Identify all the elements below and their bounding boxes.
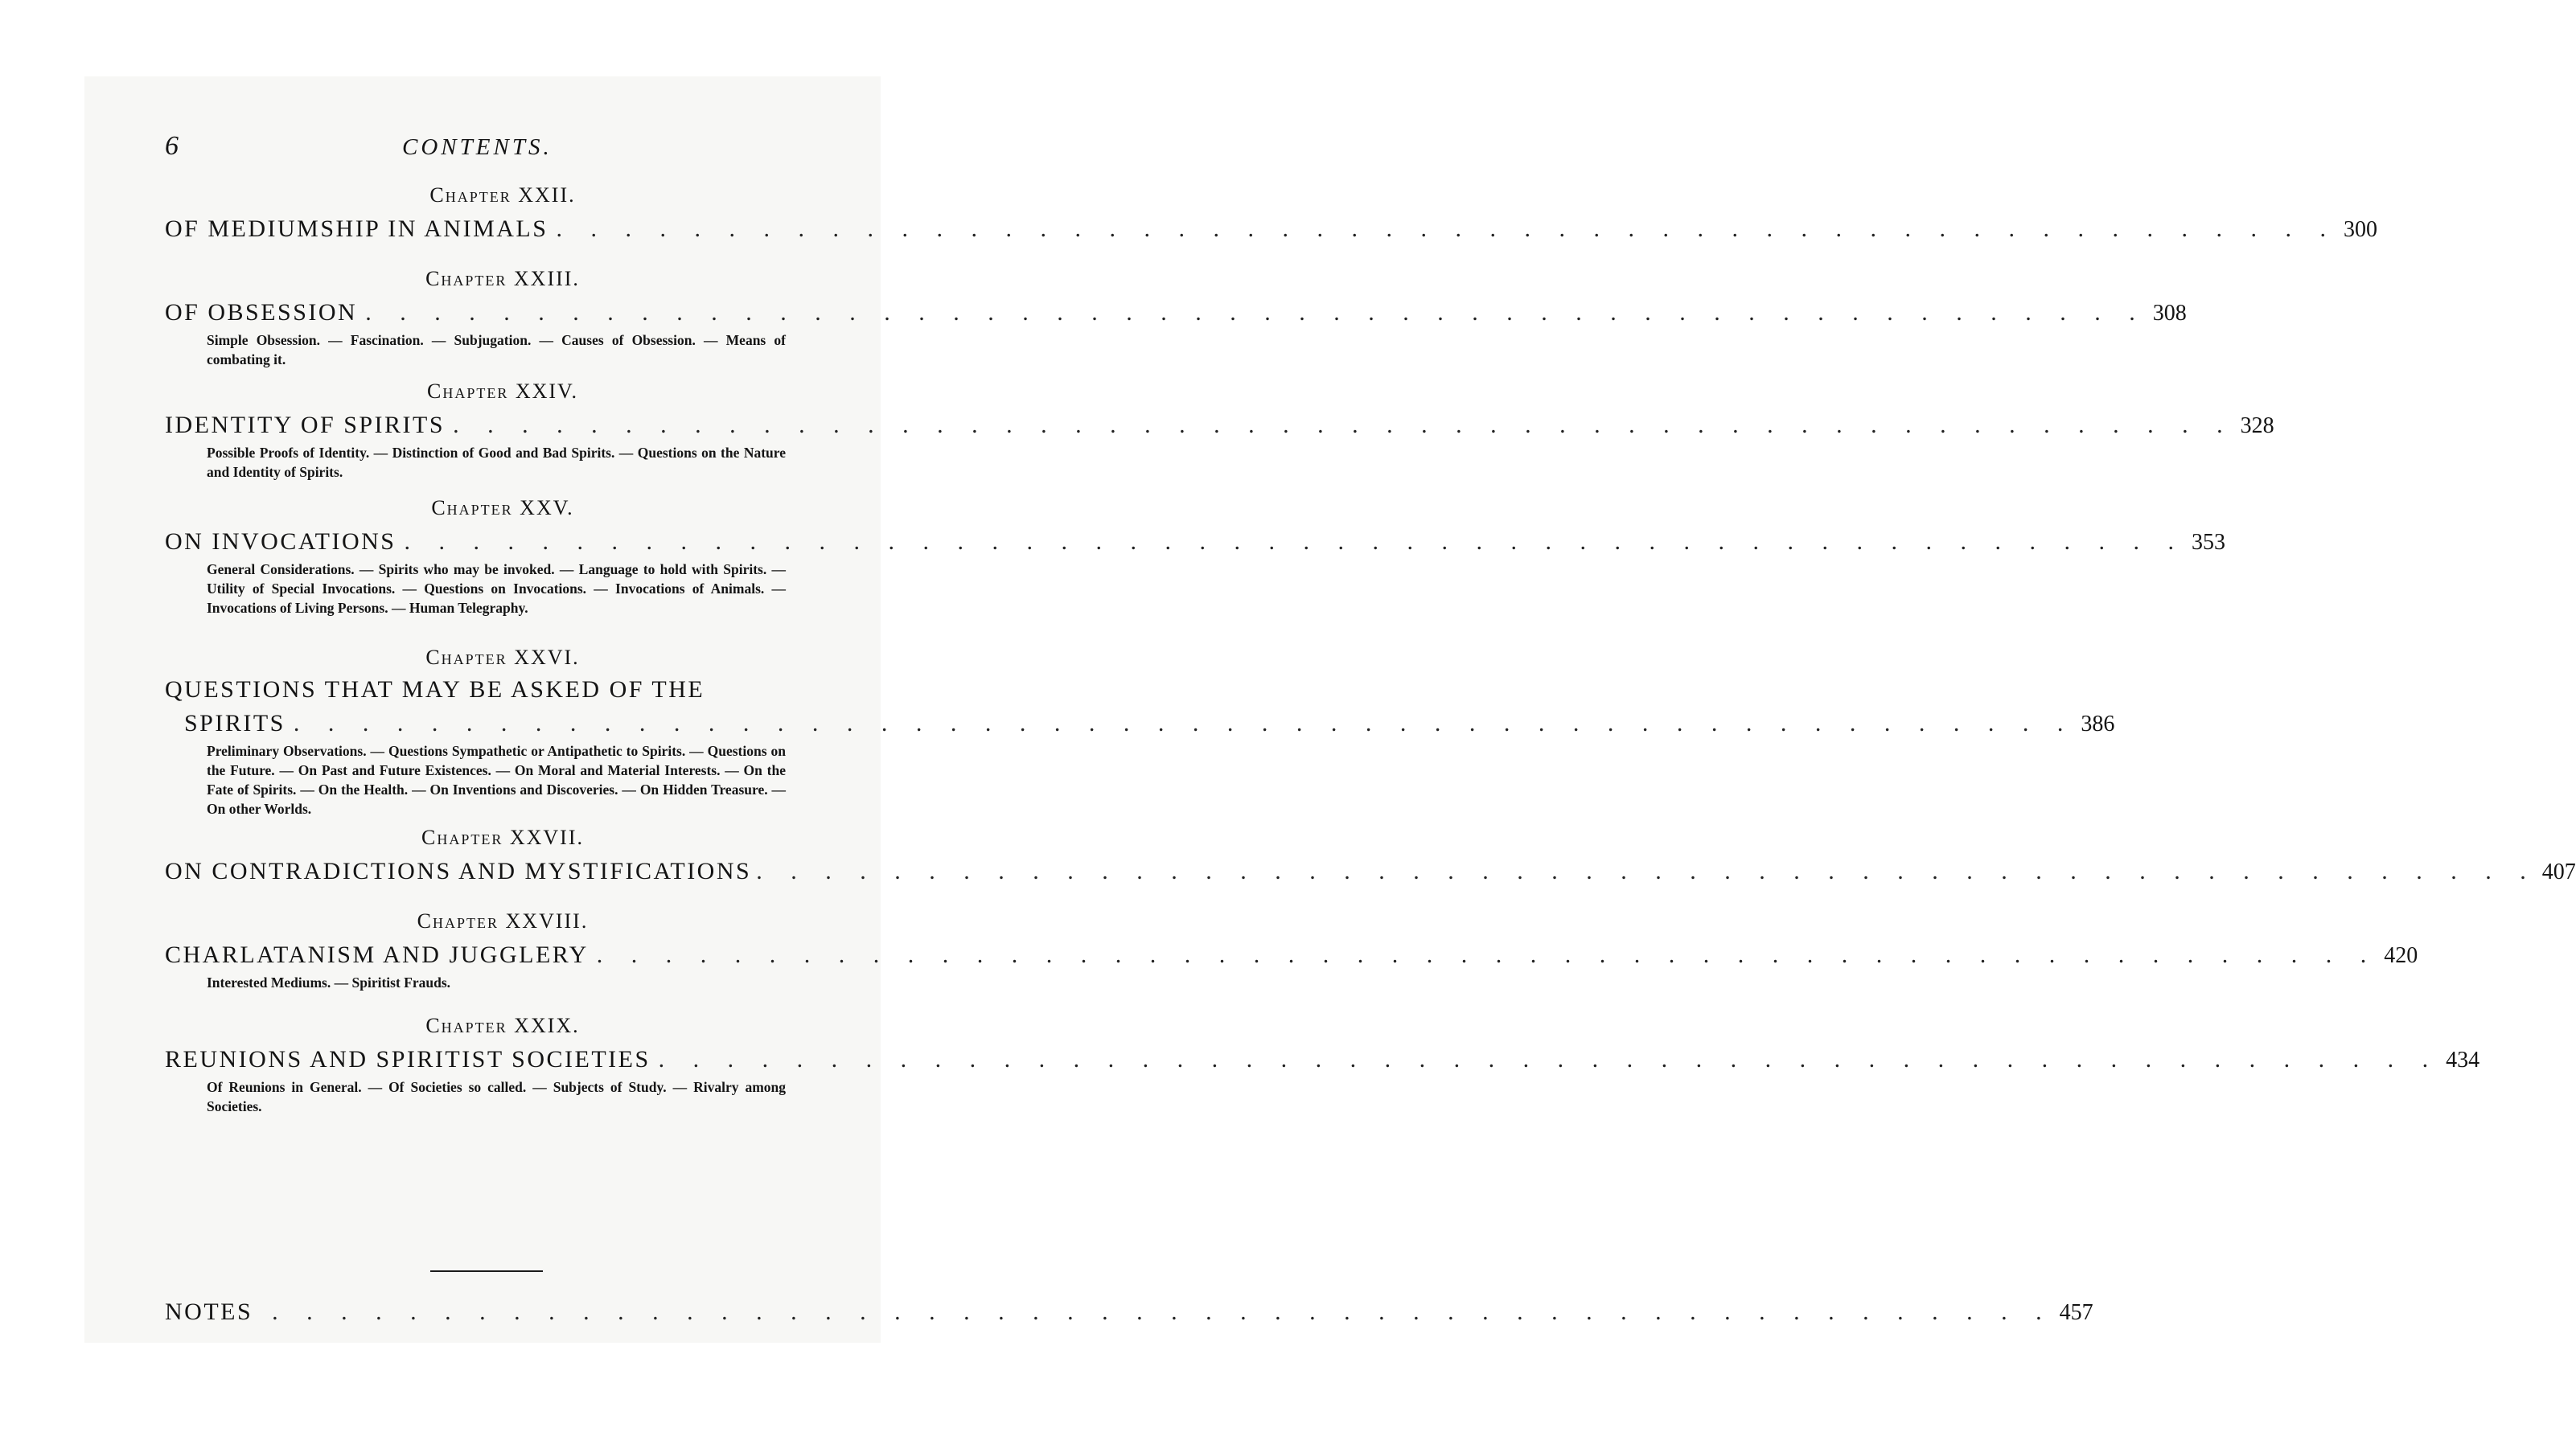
page-reference: 328 (2240, 413, 2274, 438)
chapter-summary: Interested Mediums. — Spiritist Frauds. (207, 974, 451, 991)
chapter-title: REUNIONS AND SPIRITIST SOCIETIES (165, 1046, 651, 1073)
toc-title-row[interactable] (165, 211, 2377, 247)
page-reference: 457 (2059, 1300, 2093, 1325)
page-reference: 420 (2384, 943, 2418, 968)
toc-entry (165, 492, 2225, 617)
chapter-title: OF OBSESSION (165, 299, 358, 326)
chapter-heading: Chapter XXVII. (421, 826, 584, 849)
toc-title-row[interactable] (165, 1042, 2480, 1077)
toc-title-row[interactable] (165, 408, 2274, 443)
dot-leader: . . . . . . . . . . . . . . . . . . . . . . . . . . . . . . . . . . . . . . . . . . . . . . . . . . . . (365, 299, 2147, 326)
page-header (165, 131, 816, 170)
toc-title-row[interactable] (165, 1294, 2093, 1330)
chapter-title: ON CONTRADICTIONS AND MYSTIFICATIONS (165, 858, 752, 884)
page-reference: 407 (2541, 860, 2576, 884)
chapter-title: CHARLATANISM AND JUGGLERY (165, 942, 589, 968)
running-title: CONTENTS. (402, 134, 553, 160)
chapter-summary: Simple Obsession. — Fascination. — Subjugation. — Causes of Obsession. — Means of combating it. (207, 332, 786, 367)
chapter-heading: Chapter XXV. (431, 496, 574, 519)
chapter-heading: Chapter XXIV. (427, 380, 578, 403)
chapter-heading: Chapter XXIII. (425, 267, 580, 290)
page-number: 6 (165, 131, 179, 161)
toc-title-row[interactable] (165, 854, 2576, 889)
toc-entry (165, 375, 2274, 482)
dot-leader: . . . . . . . . . . . . . . . . . . . . . . . . . . . . . . . . . . . . . . . . . . . . . . . . . . . . (756, 858, 2537, 884)
page-reference: 308 (2152, 301, 2187, 326)
chapter-title: SPIRITS (184, 710, 286, 736)
chapter-summary: Preliminary Observations. — Questions Sympathetic or Antipathetic to Spirits. — Questions on the Future. — On Past and Future Existences. — On Moral and Material Interests. — On the Fate of Spirits. — On the Health. — On Inventions and Discoveries. — On Hidden Treasure. — On other Worlds. (207, 743, 786, 817)
toc-entry (165, 905, 2418, 992)
toc-title-row[interactable] (165, 938, 2418, 973)
chapter-summary: Possible Proofs of Identity. — Distinction of Good and Bad Spirits. — Questions on the Nature and Identity of Spirits. (207, 445, 786, 480)
chapter-heading: Chapter XXVI. (425, 646, 580, 669)
dot-leader: . . . . . . . . . . . . . . . . . . . . . . . . . . . . . . . . . . . . . . . . . . . . . . . . . . . . (293, 710, 2075, 736)
chapter-title: IDENTITY OF SPIRITS (165, 412, 446, 438)
chapter-heading: Chapter XXIX. (425, 1014, 580, 1037)
chapter-summary: Of Reunions in General. — Of Societies so called. — Subjects of Study. — Rivalry among Societies. (207, 1079, 786, 1114)
page-reference: 386 (2081, 712, 2115, 736)
chapter-summary: General Considerations. — Spirits who may be invoked. — Language to hold with Spirits. — Utility of Special Invocations. — Questions on Invocations. — Invocations of Animals. — Invocations of Living Persons. — Human Telegraphy. (207, 561, 786, 616)
chapter-heading: Chapter XXII. (429, 183, 576, 207)
chapter-title-line[interactable]: QUESTIONS THAT MAY BE ASKED OF THE (165, 676, 705, 703)
chapter-heading: Chapter XXVIII. (417, 909, 589, 933)
page-reference: 300 (2343, 217, 2377, 242)
page-reference: 353 (2192, 530, 2225, 555)
toc-entry (165, 263, 2187, 369)
dot-leader: . . . . . . . . . . . . . . . . . . . . . . . . . . . . . . . . . . . . . . . . . . . . . . . . . . . . (453, 412, 2234, 438)
toc-entry (165, 179, 2377, 247)
dot-leader: . . . . . . . . . . . . . . . . . . . . . . . . . . . . . . . . . . . . . . . . . . . . . . . . . . . . (404, 528, 2185, 555)
toc-title-row[interactable] (165, 295, 2187, 330)
toc-entry (165, 822, 2576, 889)
toc-entry (165, 1010, 2480, 1116)
toc-title-row[interactable] (165, 706, 2115, 741)
chapter-title: OF MEDIUMSHIP IN ANIMALS (165, 215, 548, 242)
dot-leader: . . . . . . . . . . . . . . . . . . . . . . . . . . . . . . . . . . . . . . . . . . . . . . . . . . . . (556, 215, 2337, 242)
toc-entry-notes (165, 1294, 2093, 1330)
chapter-title: ON INVOCATIONS (165, 528, 396, 555)
notes-title: NOTES (165, 1299, 253, 1325)
page-reference: 434 (2446, 1048, 2480, 1073)
section-divider (430, 1270, 543, 1272)
dot-leader: . . . . . . . . . . . . . . . . . . . . . . . . . . . . . . . . . . . . . . . . . . . . . . . . . . . . (658, 1046, 2440, 1073)
toc-title-row[interactable] (165, 524, 2225, 560)
toc-entry (165, 642, 2115, 819)
dot-leader: . . . . . . . . . . . . . . . . . . . . . . . . . . . . . . . . . . . . . . . . . . . . . . . . . . . . (272, 1299, 2053, 1325)
dot-leader: . . . . . . . . . . . . . . . . . . . . . . . . . . . . . . . . . . . . . . . . . . . . . . . . . . . . (596, 942, 2378, 968)
